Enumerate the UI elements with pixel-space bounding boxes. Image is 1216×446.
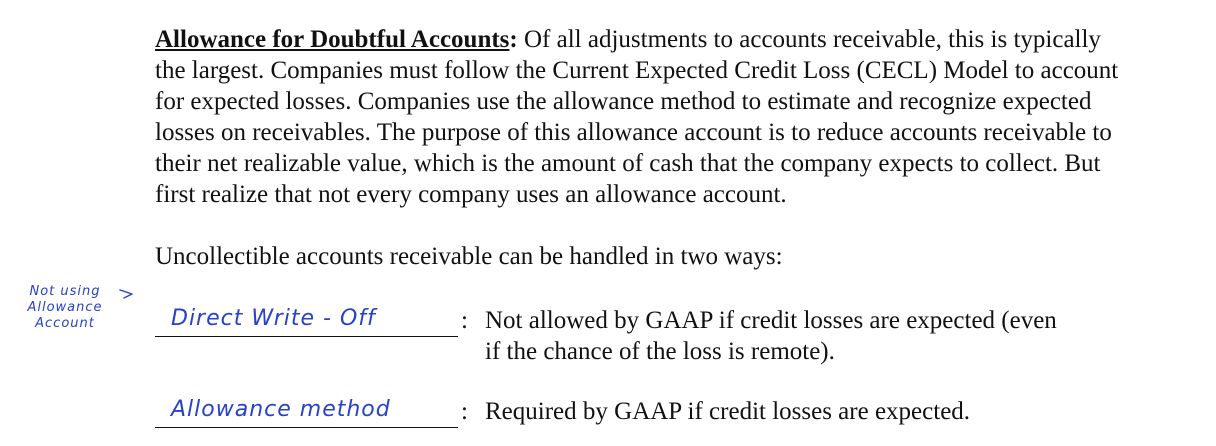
method-description	[485, 396, 1145, 427]
definition-line: the largest. Companies must follow the Current Expected Credit Loss (CECL) Model to account	[155, 57, 1119, 84]
margin-note-line: Not using	[29, 284, 101, 299]
method-colon: :	[461, 398, 468, 425]
handwritten-answer: Direct Write - Off	[171, 306, 376, 331]
handwritten-answer: Allowance method	[171, 397, 391, 422]
fill-in-blank	[155, 396, 458, 428]
definition-term-colon: :	[509, 26, 518, 53]
method-colon: :	[461, 307, 468, 334]
description-line: Required by GAAP if credit losses are expected.	[485, 398, 971, 425]
intro-sentence: Uncollectible accounts receivable can be handled in two ways:	[155, 243, 783, 270]
definition-line: losses on receivables. The purpose of this allowance account is to reduce accounts receivable to	[155, 119, 1112, 146]
definition-line: Of all adjustments to accounts receivable, this is typically	[517, 26, 1101, 53]
description-line: Not allowed by GAAP if credit losses are expected (even	[485, 307, 1057, 334]
fill-in-blank	[155, 305, 458, 337]
method-description	[485, 305, 1145, 367]
margin-note-line: Allowance	[27, 300, 103, 315]
arrow-icon	[118, 286, 136, 300]
margin-note-line: Account	[35, 316, 95, 331]
definition-line: for expected losses. Companies use the allowance method to estimate and recognize expected	[155, 88, 1092, 115]
handwritten-margin-note	[10, 284, 120, 332]
description-line: if the chance of the loss is remote).	[485, 338, 835, 365]
definition-term: Allowance for Doubtful Accounts	[155, 26, 510, 53]
definition-line: their net realizable value, which is the amount of cash that the company expects to collect. But	[155, 150, 1101, 177]
definition-paragraph	[155, 24, 1205, 210]
definition-line: first realize that not every company uses an allowance account.	[155, 181, 787, 208]
